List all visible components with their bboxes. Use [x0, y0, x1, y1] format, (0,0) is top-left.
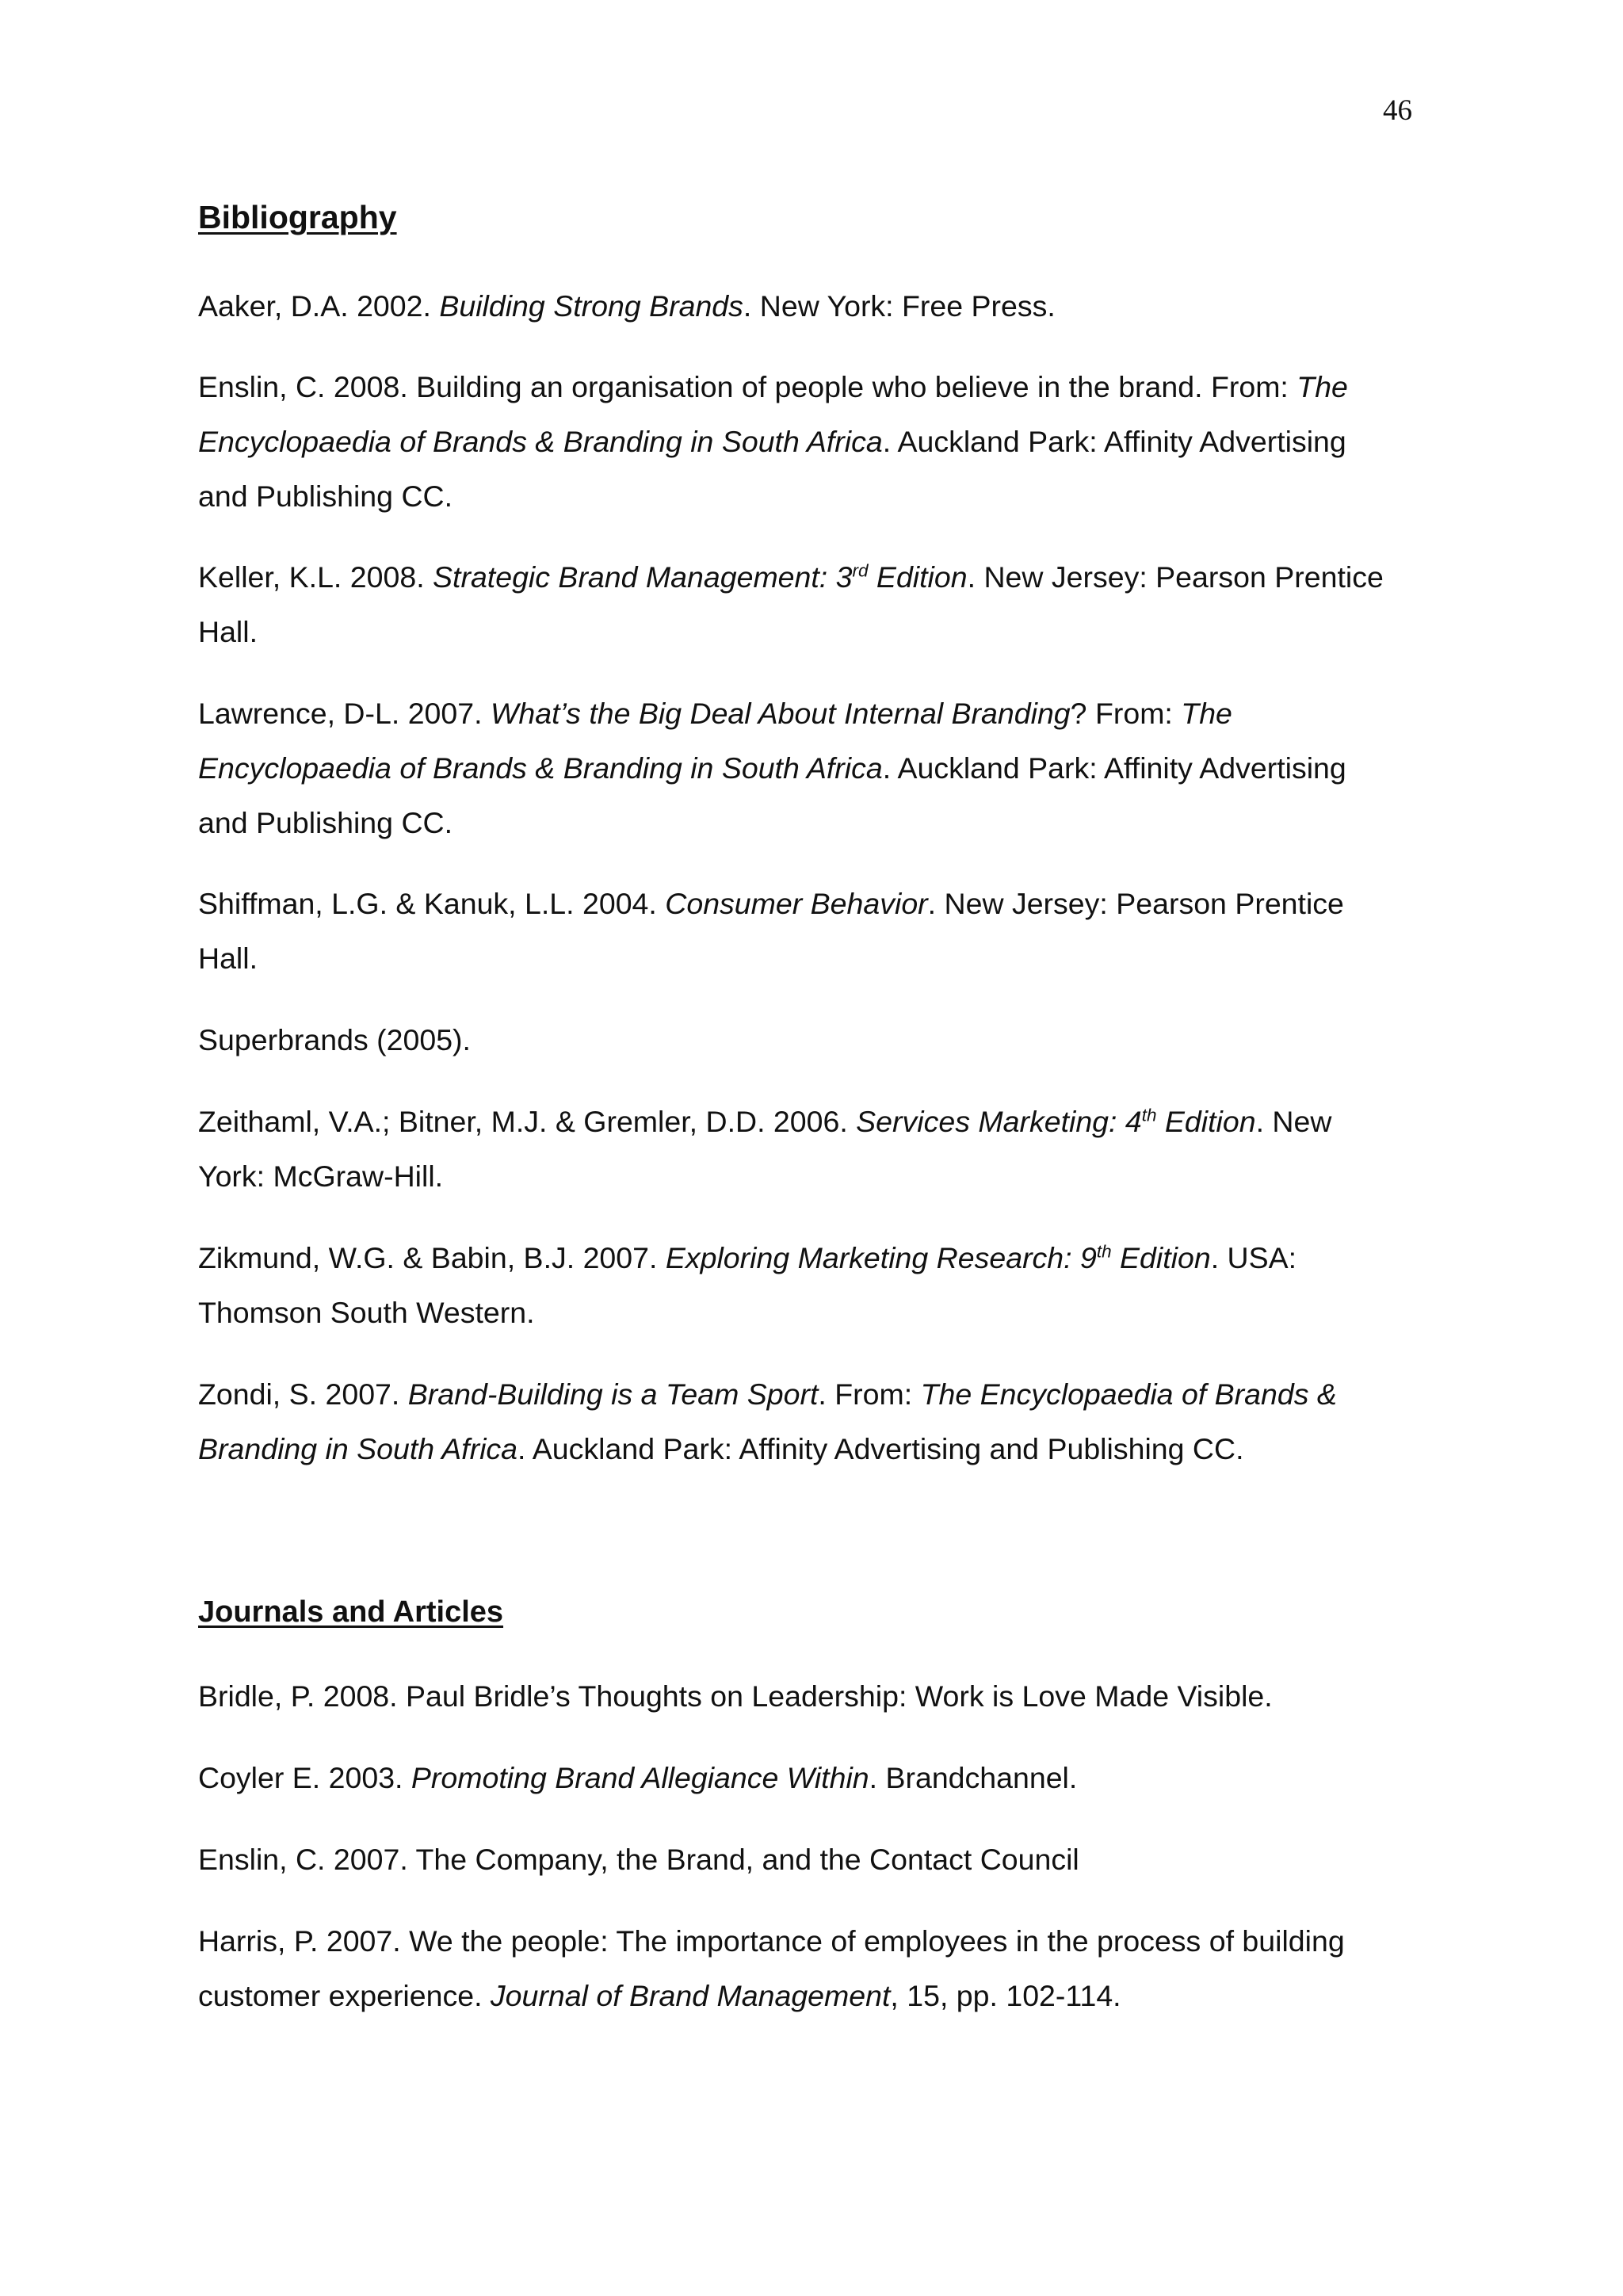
entry-line: Encyclopaedia of Brands & Branding in South Africa. Auckland Park: Affinity Advertising: [198, 751, 1346, 785]
journal-entry-coyler: [198, 1751, 1403, 1805]
bibliography-entry-lawrence: [198, 686, 1403, 850]
bibliography-entry-zondi: [198, 1367, 1403, 1477]
entry-line: Branding in South Africa. Auckland Park: Affinity Advertising and Publishing CC.: [198, 1432, 1244, 1465]
bibliography-entry-aaker: [198, 279, 1403, 334]
page-number: 46: [1383, 94, 1412, 127]
bibliography-entry-keller: [198, 550, 1403, 659]
entry-line: Bridle, P. 2008. Paul Bridle’s Thoughts on Leadership: Work is Love Made Visible.: [198, 1679, 1273, 1713]
entry-line: Hall.: [198, 615, 258, 648]
entry-line: Keller, K.L. 2008. Strategic Brand Management: 3rd Edition. New Jersey: Pearson Prentice: [198, 560, 1384, 594]
entry-line: customer experience. Journal of Brand Management, 15, pp. 102-114.: [198, 1979, 1121, 2012]
entry-line: Harris, P. 2007. We the people: The importance of employees in the process of building: [198, 1924, 1345, 1958]
entry-line: and Publishing CC.: [198, 806, 453, 839]
entry-line: Coyler E. 2003. Promoting Brand Allegiance Within. Brandchannel.: [198, 1761, 1078, 1794]
entry-line: Enslin, C. 2007. The Company, the Brand, and the Contact Council: [198, 1843, 1079, 1876]
entry-line: Zikmund, W.G. & Babin, B.J. 2007. Exploring Marketing Research: 9th Edition. USA:: [198, 1241, 1297, 1274]
entry-line: York: McGraw-Hill.: [198, 1159, 444, 1193]
entry-line: Superbrands (2005).: [198, 1023, 471, 1056]
entry-line: Zondi, S. 2007. Brand-Building is a Team Sport. From: The Encyclopaedia of Brands &: [198, 1377, 1337, 1411]
journal-entry-enslin-2007: [198, 1832, 1403, 1887]
journal-entry-harris: [198, 1914, 1403, 2023]
journal-entry-bridle: [198, 1669, 1403, 1724]
bibliography-entry-superbrands: [198, 1013, 1403, 1068]
bibliography-entry-zikmund: [198, 1231, 1403, 1340]
bibliography-entry-zeithaml: [198, 1095, 1403, 1204]
entry-line: Shiffman, L.G. & Kanuk, L.L. 2004. Consumer Behavior. New Jersey: Pearson Prentice: [198, 887, 1344, 920]
entry-line: Thomson South Western.: [198, 1296, 535, 1329]
entry-line: Hall.: [198, 942, 258, 975]
entry-line: Encyclopaedia of Brands & Branding in South Africa. Auckland Park: Affinity Advertising: [198, 425, 1346, 458]
entry-line: Enslin, C. 2008. Building an organisation of people who believe in the brand. From: The: [198, 370, 1348, 403]
entry-line: Zeithaml, V.A.; Bitner, M.J. & Gremler, D.D. 2006. Services Marketing: 4th Edition. New: [198, 1105, 1332, 1138]
journals-heading: Journals and Articles: [198, 1595, 504, 1629]
entry-line: and Publishing CC.: [198, 479, 453, 513]
bibliography-entry-shiffman: [198, 877, 1403, 986]
entry-line: Lawrence, D-L. 2007. What’s the Big Deal About Internal Branding? From: The: [198, 697, 1232, 730]
entry-line: Aaker, D.A. 2002. Building Strong Brands. New York: Free Press.: [198, 289, 1056, 323]
bibliography-entry-enslin-2008: [198, 360, 1403, 524]
bibliography-heading: Bibliography: [198, 199, 397, 235]
